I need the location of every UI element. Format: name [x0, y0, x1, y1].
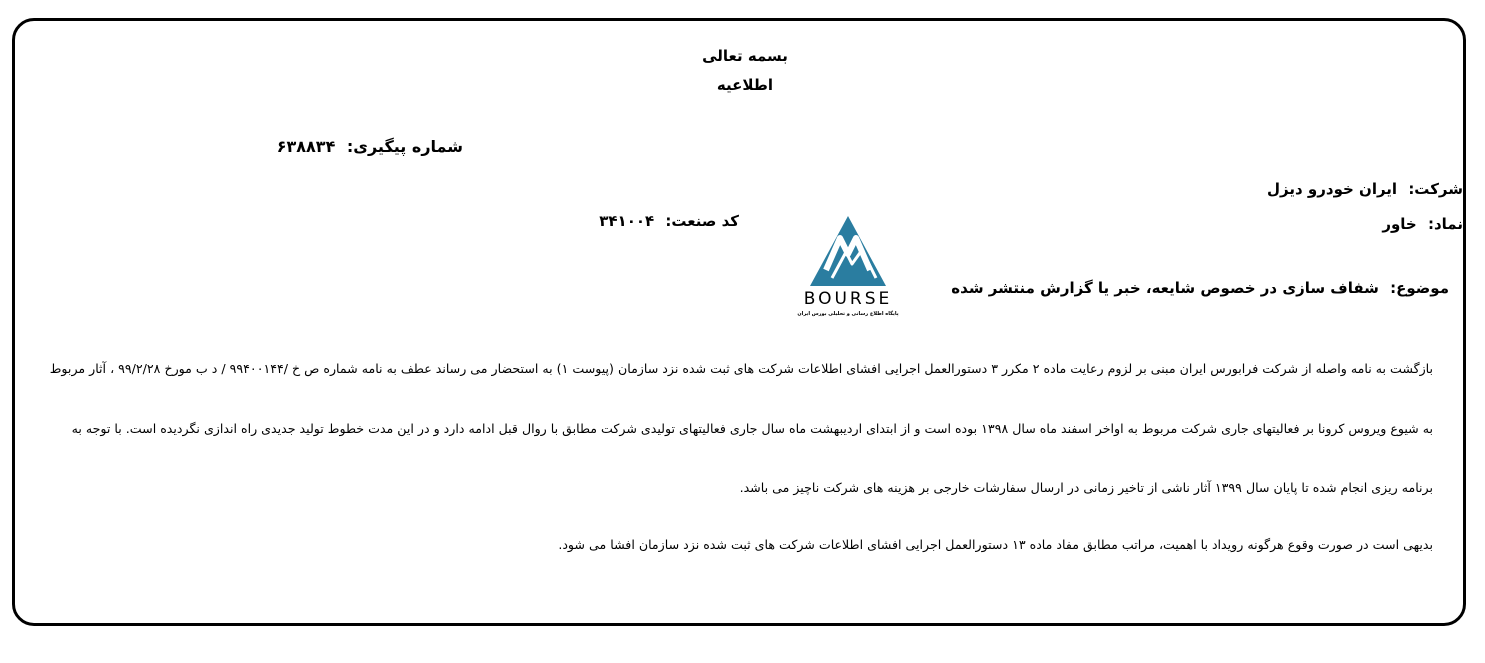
industry-code-label: کد صنعت:	[665, 212, 739, 230]
company-label: شرکت:	[1408, 180, 1463, 198]
document-frame	[12, 18, 1466, 626]
tracking-value: ۶۳۸۸۳۴	[276, 137, 336, 156]
symbol-label: نماد:	[1427, 215, 1463, 233]
company-value: ایران خودرو دیزل	[1267, 180, 1398, 198]
logo-text: BOURSE	[803, 289, 893, 309]
bismillah-heading: بسمه تعالی	[702, 47, 788, 65]
subject-label: موضوع:	[1390, 279, 1449, 297]
page-title: اطلاعیه	[716, 76, 774, 94]
industry-code-value: ۳۴۱۰۰۴	[599, 212, 655, 230]
tracking-number	[277, 137, 463, 156]
bourse-logo-icon	[788, 208, 908, 318]
body-paragraph-3: برنامه ریزی انجام شده تا پایان سال ۱۳۹۹ آثار ناشی از تاخیر زمانی در ارسال سفارشات خارجی بر هزینه های شرکت ناچیز می باشد.	[739, 480, 1433, 495]
symbol-field	[1382, 215, 1463, 233]
industry-code-field	[599, 212, 739, 230]
subject-field	[951, 279, 1449, 297]
logo-caption: پایگاه اطلاع رسانی و تحلیلی بورس ایران	[797, 311, 899, 317]
company-field	[1267, 180, 1463, 198]
subject-value: شفاف سازی در خصوص شایعه، خبر یا گزارش منتشر شده	[951, 279, 1379, 297]
body-paragraph-1: بازگشت به نامه واصله از شرکت فرابورس ایران مبنی بر لزوم رعایت ماده ۲ مکرر ۳ دستورالعمل اجرایی افشای اطلاعات شرکت های ثبت شده نزد سازمان (پیوست ۱) به استحضار می رساند عطف به نامه شماره ص خ /۹۹۴۰۰۱۴۴ / د ب مورخ ۹۹/۲/۲۸ ، آثار مربوط	[49, 361, 1433, 376]
symbol-value: خاور	[1382, 215, 1417, 233]
body-paragraph-4: بدیهی است در صورت وقوع هرگونه رویداد با اهمیت، مراتب مطابق مفاد ماده ۱۳ دستورالعمل اجرایی افشای اطلاعات شرکت های ثبت شده نزد سازمان افشا می شود.	[558, 537, 1433, 552]
body-paragraph-2: به شیوع ویروس کرونا بر فعالیتهای جاری شرکت مربوط به اواخر اسفند ماه سال ۱۳۹۸ بوده است و از ابتدای اردیبهشت ماه سال جاری فعالیتهای تولیدی شرکت مطابق با روال قبل ادامه دارد و در این مدت خطوط تولید جدیدی راه اندازی نگردیده است. با توجه به	[71, 421, 1433, 436]
tracking-label: شماره پیگیری:	[346, 137, 463, 156]
